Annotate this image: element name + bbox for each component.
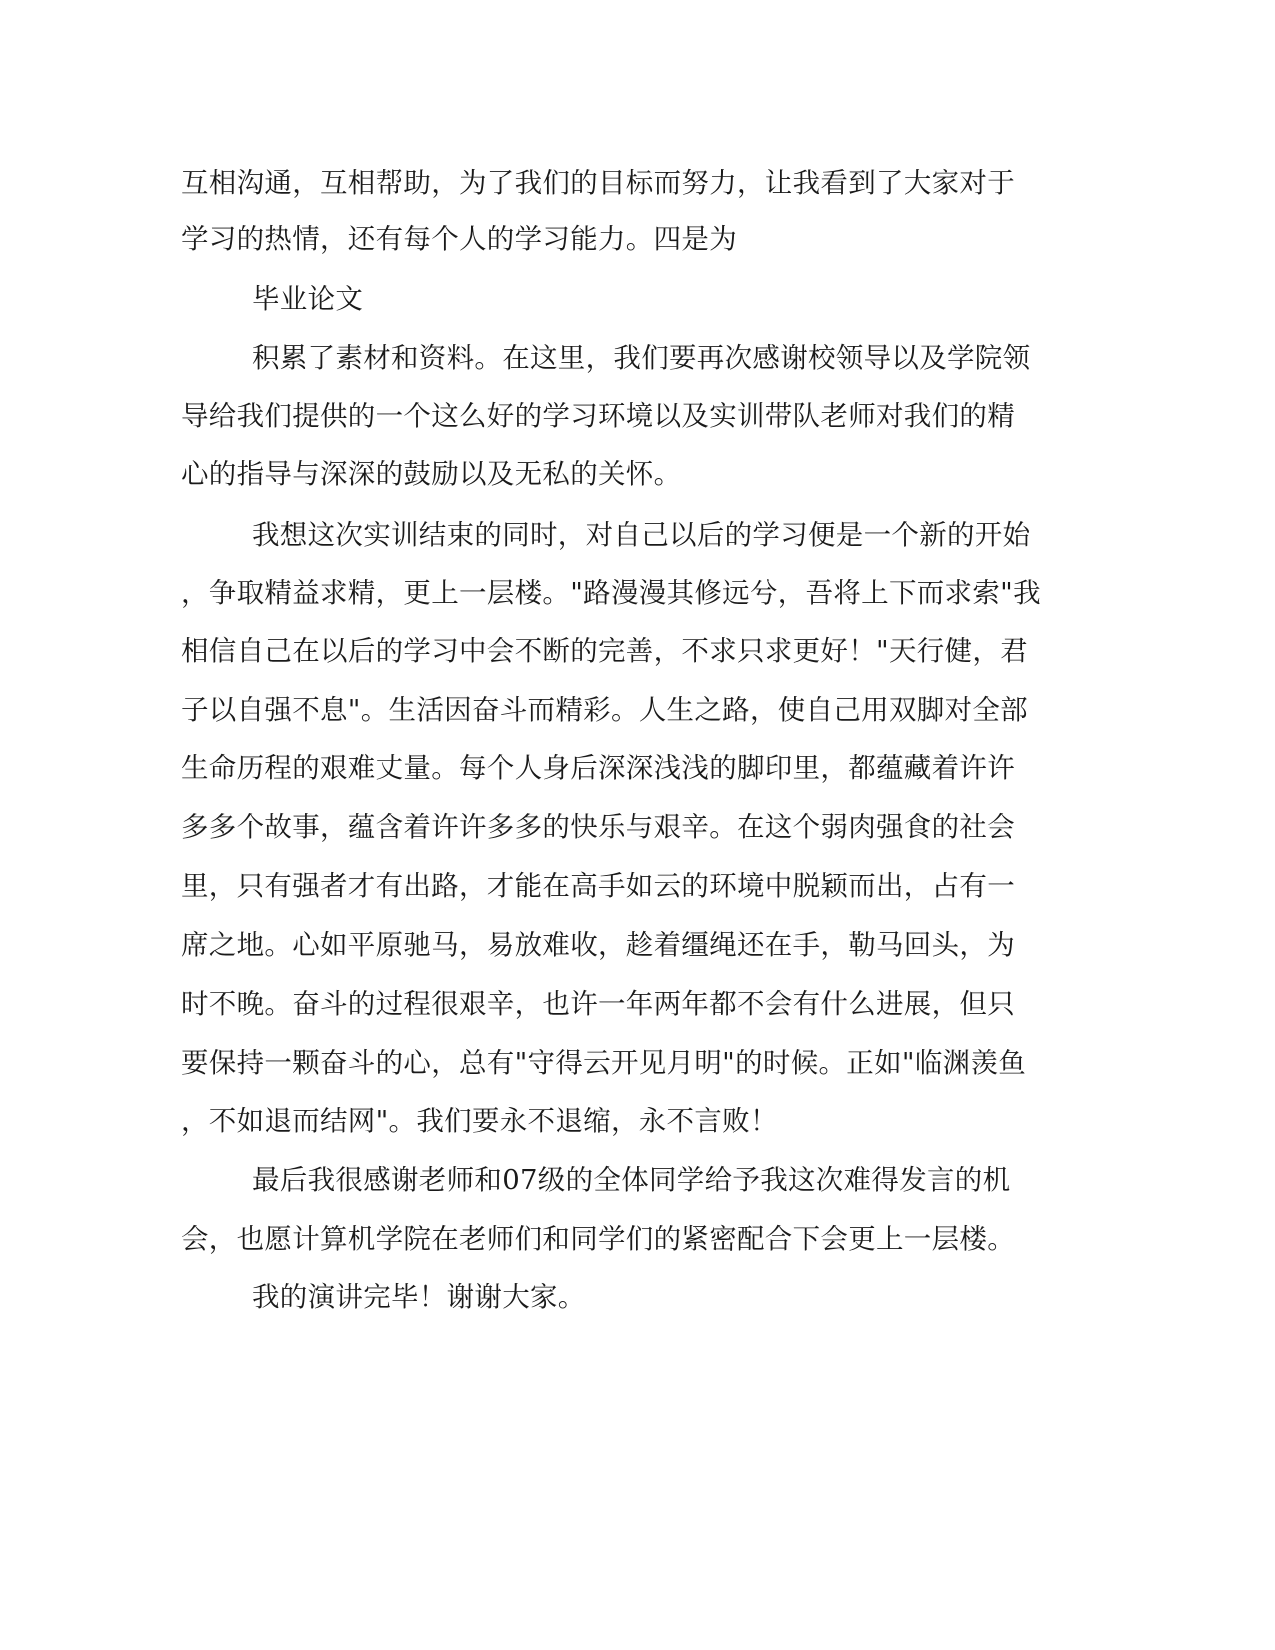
text-line: 相信自己在以后的学习中会不断的完善，不求只求更好！"天行健，君 — [181, 635, 1028, 667]
text-line: 互相沟通，互相帮助，为了我们的目标而努力，让我看到了大家对于 — [181, 167, 1015, 199]
section-heading: 毕业论文 — [252, 283, 364, 315]
text-line: 我想这次实训结束的同时，对自己以后的学习便是一个新的开始 — [252, 519, 1031, 551]
text-line: ，不如退而结网"。我们要永不退缩，永不言败！ — [181, 1105, 778, 1137]
closing-line: 我的演讲完毕！谢谢大家。 — [252, 1281, 586, 1313]
text-line: 子以自强不息"。生活因奋斗而精彩。人生之路，使自己用双脚对全部 — [181, 694, 1028, 726]
text-line: 要保持一颗奋斗的心，总有"守得云开见月明"的时候。正如"临渊羡鱼 — [181, 1047, 1027, 1079]
text-line: ，争取精益求精，更上一层楼。"路漫漫其修远兮，吾将上下而求索"我 — [181, 577, 1041, 609]
text-line: 学习的热情，还有每个人的学习能力。四是为 — [181, 223, 737, 255]
text-line: 多多个故事，蕴含着许许多多的快乐与艰辛。在这个弱肉强食的社会 — [181, 811, 1015, 843]
text-line: 里，只有强者才有出路，才能在高手如云的环境中脱颖而出，占有一 — [181, 870, 1015, 902]
text-line: 积累了素材和资料。在这里，我们要再次感谢校领导以及学院领 — [252, 342, 1031, 374]
text-line: 心的指导与深深的鼓励以及无私的关怀。 — [181, 458, 682, 490]
text-line: 生命历程的艰难丈量。每个人身后深深浅浅的脚印里，都蕴藏着许许 — [181, 752, 1015, 784]
text-line: 会，也愿计算机学院在老师们和同学们的紧密配合下会更上一层楼。 — [181, 1223, 1015, 1255]
text-line: 最后我很感谢老师和07级的全体同学给予我这次难得发言的机 — [252, 1164, 1011, 1196]
text-line: 导给我们提供的一个这么好的学习环境以及实训带队老师对我们的精 — [181, 400, 1015, 432]
text-line: 时不晚。奋斗的过程很艰辛，也许一年两年都不会有什么进展，但只 — [181, 988, 1015, 1020]
text-line: 席之地。心如平原驰马，易放难收，趁着缰绳还在手，勒马回头，为 — [181, 929, 1015, 961]
